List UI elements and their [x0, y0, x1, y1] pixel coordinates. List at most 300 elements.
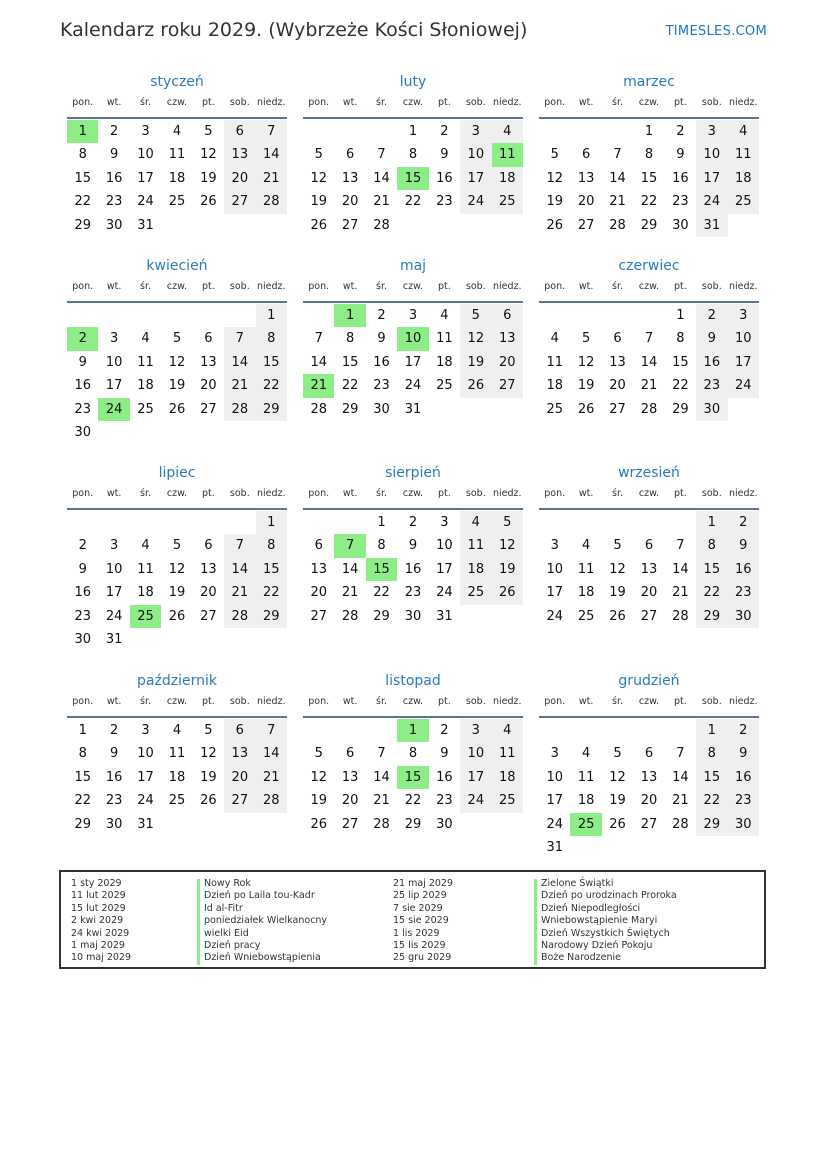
day-cell[interactable]: 14 [373, 170, 390, 186]
day-cell[interactable]: 24 [460, 190, 491, 213]
day-cell[interactable]: 1 [644, 124, 654, 139]
day-cell[interactable]: 28 [256, 789, 287, 812]
day-cell[interactable]: 1 [78, 723, 87, 738]
day-cell[interactable]: 28 [640, 401, 658, 417]
day-cell[interactable]: 17 [728, 351, 759, 374]
day-cell[interactable]: 10 [460, 742, 491, 765]
day-cell[interactable]: 27 [492, 374, 523, 397]
day-cell[interactable]: 18 [168, 769, 186, 785]
day-cell[interactable]: 27 [200, 608, 217, 624]
day-cell[interactable]: 19 [200, 769, 217, 785]
day-cell[interactable]: 11 [436, 331, 453, 347]
day-cell[interactable]: 17 [460, 766, 491, 789]
day-cell[interactable]: 30 [105, 217, 123, 233]
day-cell[interactable]: 14 [672, 561, 689, 577]
day-cell[interactable]: 23 [74, 608, 91, 624]
day-cell[interactable]: 3 [696, 120, 727, 143]
day-cell[interactable]: 17 [436, 561, 453, 577]
day-cell[interactable]: 28 [256, 190, 287, 213]
day-cell[interactable]: 12 [310, 769, 327, 785]
day-cell[interactable]: 24 [460, 789, 491, 812]
day-cell[interactable]: 12 [168, 561, 186, 577]
day-cell[interactable]: 9 [78, 354, 87, 370]
day-cell[interactable]: 24 [546, 608, 563, 624]
day-cell[interactable]: 26 [310, 217, 327, 233]
day-cell[interactable]: 12 [609, 769, 626, 785]
day-cell[interactable]: 17 [696, 167, 727, 190]
day-cell[interactable]: 29 [256, 605, 287, 628]
day-cell[interactable]: 4 [728, 120, 759, 143]
day-cell[interactable]: 5 [492, 511, 523, 534]
day-cell[interactable]: 10 [696, 143, 727, 166]
day-cell[interactable]: 13 [310, 561, 327, 577]
day-cell[interactable]: 9 [676, 147, 685, 163]
day-cell[interactable]: 3 [550, 538, 559, 554]
day-cell[interactable]: 21 [256, 167, 287, 190]
day-cell[interactable]: 30 [728, 813, 759, 836]
day-cell[interactable]: 21 [224, 374, 255, 397]
day-cell[interactable]: 10 [546, 561, 563, 577]
day-cell[interactable]: 20 [640, 585, 658, 601]
day-cell[interactable]: 20 [341, 793, 359, 809]
day-cell[interactable]: 17 [137, 170, 154, 186]
day-cell[interactable]: 12 [200, 147, 217, 163]
day-cell[interactable]: 1 [408, 124, 418, 139]
day-cell[interactable]: 16 [728, 766, 759, 789]
day-cell[interactable]: 7 [613, 147, 622, 163]
day-cell[interactable]: 17 [404, 354, 422, 370]
day-cell[interactable]: 2 [696, 304, 727, 327]
day-cell[interactable]: 6 [492, 304, 523, 327]
day-cell[interactable]: 20 [200, 585, 217, 601]
day-cell[interactable]: 31 [137, 816, 154, 832]
day-cell[interactable]: 24 [137, 194, 154, 210]
day-cell[interactable]: 21 [373, 793, 390, 809]
day-cell[interactable]: 5 [613, 746, 622, 762]
day-cell[interactable]: 28 [224, 398, 255, 421]
day-cell[interactable]: 24 [436, 585, 453, 601]
day-cell[interactable]: 4 [581, 538, 591, 554]
day-cell[interactable]: 28 [373, 816, 390, 832]
day-cell[interactable]: 27 [640, 608, 658, 624]
day-cell[interactable]: 12 [577, 354, 595, 370]
day-cell[interactable]: 13 [640, 769, 658, 785]
day-cell[interactable]: 17 [105, 378, 123, 394]
day-cell[interactable]: 18 [728, 167, 759, 190]
holiday-day-cell[interactable]: 1 [67, 120, 98, 143]
day-cell[interactable]: 2 [440, 124, 449, 139]
day-cell[interactable]: 14 [256, 143, 287, 166]
day-cell[interactable]: 19 [460, 351, 491, 374]
day-cell[interactable]: 6 [314, 538, 323, 554]
day-cell[interactable]: 23 [436, 194, 453, 210]
day-cell[interactable]: 30 [672, 217, 689, 233]
day-cell[interactable]: 19 [546, 194, 563, 210]
day-cell[interactable]: 23 [373, 378, 390, 394]
day-cell[interactable]: 27 [310, 608, 327, 624]
day-cell[interactable]: 7 [377, 147, 386, 163]
day-cell[interactable]: 22 [404, 793, 422, 809]
holiday-day-cell[interactable]: 10 [397, 327, 428, 350]
day-cell[interactable]: 26 [200, 194, 217, 210]
day-cell[interactable]: 17 [460, 167, 491, 190]
day-cell[interactable]: 7 [676, 538, 685, 554]
day-cell[interactable]: 1 [256, 304, 287, 327]
day-cell[interactable]: 12 [168, 354, 186, 370]
holiday-day-cell[interactable]: 2 [67, 327, 98, 350]
day-cell[interactable]: 25 [546, 401, 563, 417]
day-cell[interactable]: 31 [436, 608, 453, 624]
day-cell[interactable]: 11 [577, 769, 595, 785]
day-cell[interactable]: 21 [256, 766, 287, 789]
day-cell[interactable]: 21 [672, 585, 689, 601]
day-cell[interactable]: 12 [492, 534, 523, 557]
day-cell[interactable]: 27 [224, 789, 255, 812]
day-cell[interactable]: 26 [609, 816, 626, 832]
day-cell[interactable]: 26 [168, 608, 186, 624]
day-cell[interactable]: 31 [137, 217, 154, 233]
day-cell[interactable]: 30 [105, 816, 123, 832]
day-cell[interactable]: 21 [341, 585, 359, 601]
day-cell[interactable]: 19 [310, 793, 327, 809]
day-cell[interactable]: 22 [74, 793, 91, 809]
day-cell[interactable]: 31 [546, 839, 563, 855]
day-cell[interactable]: 21 [672, 793, 689, 809]
day-cell[interactable]: 22 [373, 585, 390, 601]
day-cell[interactable]: 17 [137, 769, 154, 785]
day-cell[interactable]: 15 [640, 170, 658, 186]
day-cell[interactable]: 23 [436, 793, 453, 809]
day-cell[interactable]: 18 [137, 378, 154, 394]
day-cell[interactable]: 25 [460, 581, 491, 604]
day-cell[interactable]: 6 [644, 538, 654, 554]
day-cell[interactable]: 3 [408, 308, 418, 323]
day-cell[interactable]: 5 [314, 147, 323, 163]
day-cell[interactable]: 22 [74, 194, 91, 210]
holiday-day-cell[interactable]: 11 [492, 143, 523, 166]
day-cell[interactable]: 29 [404, 816, 422, 832]
day-cell[interactable]: 2 [440, 723, 449, 738]
day-cell[interactable]: 9 [377, 331, 386, 347]
day-cell[interactable]: 18 [546, 378, 563, 394]
day-cell[interactable]: 13 [341, 170, 359, 186]
day-cell[interactable]: 25 [168, 194, 186, 210]
day-cell[interactable]: 27 [341, 217, 359, 233]
day-cell[interactable]: 5 [314, 746, 323, 762]
day-cell[interactable]: 9 [440, 746, 449, 762]
day-cell[interactable]: 8 [256, 534, 287, 557]
day-cell[interactable]: 3 [728, 304, 759, 327]
day-cell[interactable]: 1 [256, 511, 287, 534]
day-cell[interactable]: 27 [609, 401, 626, 417]
day-cell[interactable]: 19 [577, 378, 595, 394]
day-cell[interactable]: 31 [404, 401, 422, 417]
day-cell[interactable]: 1 [696, 719, 727, 742]
day-cell[interactable]: 20 [224, 167, 255, 190]
day-cell[interactable]: 28 [224, 605, 255, 628]
day-cell[interactable]: 26 [609, 608, 626, 624]
day-cell[interactable]: 20 [200, 378, 217, 394]
day-cell[interactable]: 6 [345, 147, 355, 163]
holiday-day-cell[interactable]: 21 [303, 374, 334, 397]
day-cell[interactable]: 18 [168, 170, 186, 186]
day-cell[interactable]: 20 [224, 766, 255, 789]
day-cell[interactable]: 19 [168, 585, 186, 601]
day-cell[interactable]: 10 [137, 746, 154, 762]
day-cell[interactable]: 6 [613, 331, 622, 347]
day-cell[interactable]: 27 [224, 190, 255, 213]
day-cell[interactable]: 20 [640, 793, 658, 809]
day-cell[interactable]: 4 [581, 746, 591, 762]
day-cell[interactable]: 3 [550, 746, 559, 762]
holiday-day-cell[interactable]: 1 [397, 719, 428, 742]
day-cell[interactable]: 2 [676, 124, 685, 139]
day-cell[interactable]: 20 [492, 351, 523, 374]
day-cell[interactable]: 19 [609, 585, 626, 601]
day-cell[interactable]: 10 [546, 769, 563, 785]
holiday-day-cell[interactable]: 25 [570, 813, 601, 836]
day-cell[interactable]: 16 [105, 170, 123, 186]
day-cell[interactable]: 3 [440, 515, 449, 530]
day-cell[interactable]: 25 [436, 378, 453, 394]
day-cell[interactable]: 26 [168, 401, 186, 417]
day-cell[interactable]: 29 [74, 816, 91, 832]
day-cell[interactable]: 27 [577, 217, 595, 233]
day-cell[interactable]: 10 [105, 354, 123, 370]
day-cell[interactable]: 17 [546, 585, 563, 601]
day-cell[interactable]: 12 [310, 170, 327, 186]
day-cell[interactable]: 20 [310, 585, 327, 601]
day-cell[interactable]: 5 [550, 147, 559, 163]
day-cell[interactable]: 21 [224, 581, 255, 604]
day-cell[interactable]: 12 [609, 561, 626, 577]
day-cell[interactable]: 16 [436, 170, 453, 186]
day-cell[interactable]: 8 [676, 331, 685, 347]
day-cell[interactable]: 20 [577, 194, 595, 210]
day-cell[interactable]: 6 [224, 719, 255, 742]
day-cell[interactable]: 9 [109, 746, 119, 762]
day-cell[interactable]: 31 [696, 214, 727, 237]
day-cell[interactable]: 25 [137, 401, 154, 417]
day-cell[interactable]: 29 [696, 813, 727, 836]
day-cell[interactable]: 4 [550, 331, 559, 347]
holiday-day-cell[interactable]: 15 [397, 167, 428, 190]
day-cell[interactable]: 23 [696, 374, 727, 397]
day-cell[interactable]: 13 [640, 561, 658, 577]
day-cell[interactable]: 5 [204, 124, 213, 139]
day-cell[interactable]: 18 [137, 585, 154, 601]
day-cell[interactable]: 15 [74, 769, 91, 785]
day-cell[interactable]: 17 [105, 585, 123, 601]
day-cell[interactable]: 15 [341, 354, 359, 370]
day-cell[interactable]: 25 [577, 608, 595, 624]
day-cell[interactable]: 8 [644, 147, 654, 163]
day-cell[interactable]: 7 [256, 120, 287, 143]
day-cell[interactable]: 24 [105, 608, 123, 624]
day-cell[interactable]: 3 [109, 331, 119, 347]
day-cell[interactable]: 4 [141, 331, 150, 347]
day-cell[interactable]: 23 [404, 585, 422, 601]
day-cell[interactable]: 29 [373, 608, 390, 624]
day-cell[interactable]: 5 [613, 538, 622, 554]
brand-logo[interactable]: TIMESLES.COM [665, 24, 767, 39]
day-cell[interactable]: 25 [492, 789, 523, 812]
day-cell[interactable]: 12 [546, 170, 563, 186]
day-cell[interactable]: 16 [74, 378, 91, 394]
day-cell[interactable]: 26 [577, 401, 595, 417]
day-cell[interactable]: 3 [460, 120, 491, 143]
day-cell[interactable]: 18 [577, 585, 595, 601]
day-cell[interactable]: 4 [172, 124, 182, 139]
day-cell[interactable]: 29 [640, 217, 658, 233]
day-cell[interactable]: 28 [341, 608, 359, 624]
day-cell[interactable]: 23 [728, 789, 759, 812]
day-cell[interactable]: 11 [577, 561, 595, 577]
day-cell[interactable]: 24 [696, 190, 727, 213]
day-cell[interactable]: 3 [460, 719, 491, 742]
day-cell[interactable]: 14 [341, 561, 359, 577]
day-cell[interactable]: 28 [672, 816, 689, 832]
day-cell[interactable]: 4 [492, 719, 523, 742]
day-cell[interactable]: 30 [74, 424, 91, 440]
day-cell[interactable]: 19 [168, 378, 186, 394]
day-cell[interactable]: 14 [373, 769, 390, 785]
day-cell[interactable]: 26 [492, 581, 523, 604]
day-cell[interactable]: 4 [440, 308, 449, 323]
day-cell[interactable]: 14 [672, 769, 689, 785]
day-cell[interactable]: 13 [224, 143, 255, 166]
day-cell[interactable]: 27 [200, 401, 217, 417]
day-cell[interactable]: 2 [728, 511, 759, 534]
day-cell[interactable]: 31 [105, 631, 123, 647]
day-cell[interactable]: 23 [728, 581, 759, 604]
day-cell[interactable]: 10 [436, 538, 453, 554]
day-cell[interactable]: 8 [408, 746, 418, 762]
day-cell[interactable]: 5 [460, 304, 491, 327]
day-cell[interactable]: 29 [341, 401, 359, 417]
day-cell[interactable]: 16 [672, 170, 689, 186]
day-cell[interactable]: 5 [172, 538, 182, 554]
day-cell[interactable]: 21 [640, 378, 658, 394]
day-cell[interactable]: 4 [460, 511, 491, 534]
day-cell[interactable]: 10 [460, 143, 491, 166]
day-cell[interactable]: 11 [546, 354, 563, 370]
day-cell[interactable]: 6 [224, 120, 255, 143]
holiday-day-cell[interactable]: 15 [397, 766, 428, 789]
day-cell[interactable]: 21 [373, 194, 390, 210]
day-cell[interactable]: 14 [256, 742, 287, 765]
day-cell[interactable]: 25 [728, 190, 759, 213]
day-cell[interactable]: 10 [728, 327, 759, 350]
day-cell[interactable]: 19 [609, 793, 626, 809]
day-cell[interactable]: 13 [577, 170, 595, 186]
day-cell[interactable]: 2 [728, 719, 759, 742]
day-cell[interactable]: 6 [204, 538, 213, 554]
day-cell[interactable]: 9 [728, 534, 759, 557]
day-cell[interactable]: 25 [492, 190, 523, 213]
day-cell[interactable]: 14 [310, 354, 327, 370]
day-cell[interactable]: 7 [644, 331, 654, 347]
day-cell[interactable]: 9 [696, 327, 727, 350]
day-cell[interactable]: 24 [546, 816, 563, 832]
day-cell[interactable]: 6 [581, 147, 591, 163]
day-cell[interactable]: 10 [105, 561, 123, 577]
day-cell[interactable]: 22 [696, 789, 727, 812]
day-cell[interactable]: 9 [78, 561, 87, 577]
day-cell[interactable]: 11 [168, 147, 186, 163]
day-cell[interactable]: 7 [256, 719, 287, 742]
day-cell[interactable]: 4 [492, 120, 523, 143]
day-cell[interactable]: 12 [200, 746, 217, 762]
day-cell[interactable]: 7 [224, 327, 255, 350]
day-cell[interactable]: 2 [109, 124, 119, 139]
day-cell[interactable]: 30 [74, 631, 91, 647]
day-cell[interactable]: 1 [377, 515, 386, 530]
day-cell[interactable]: 16 [436, 769, 453, 785]
day-cell[interactable]: 29 [672, 401, 689, 417]
day-cell[interactable]: 11 [137, 561, 154, 577]
day-cell[interactable]: 15 [696, 558, 727, 581]
day-cell[interactable]: 2 [377, 308, 386, 323]
day-cell[interactable]: 25 [168, 793, 186, 809]
day-cell[interactable]: 8 [78, 746, 87, 762]
day-cell[interactable]: 19 [200, 170, 217, 186]
day-cell[interactable]: 28 [310, 401, 327, 417]
day-cell[interactable]: 11 [168, 746, 186, 762]
day-cell[interactable]: 28 [672, 608, 689, 624]
day-cell[interactable]: 15 [696, 766, 727, 789]
day-cell[interactable]: 23 [74, 401, 91, 417]
day-cell[interactable]: 30 [728, 605, 759, 628]
day-cell[interactable]: 26 [310, 816, 327, 832]
day-cell[interactable]: 12 [460, 327, 491, 350]
day-cell[interactable]: 10 [137, 147, 154, 163]
day-cell[interactable]: 6 [345, 746, 355, 762]
day-cell[interactable]: 24 [137, 793, 154, 809]
day-cell[interactable]: 9 [728, 742, 759, 765]
day-cell[interactable]: 5 [581, 331, 591, 347]
day-cell[interactable]: 22 [404, 194, 422, 210]
day-cell[interactable]: 19 [310, 194, 327, 210]
day-cell[interactable]: 21 [609, 194, 626, 210]
day-cell[interactable]: 2 [109, 723, 119, 738]
day-cell[interactable]: 14 [224, 351, 255, 374]
day-cell[interactable]: 14 [640, 354, 658, 370]
day-cell[interactable]: 16 [696, 351, 727, 374]
day-cell[interactable]: 14 [609, 170, 626, 186]
day-cell[interactable]: 29 [74, 217, 91, 233]
day-cell[interactable]: 18 [436, 354, 453, 370]
day-cell[interactable]: 16 [373, 354, 390, 370]
day-cell[interactable]: 11 [728, 143, 759, 166]
day-cell[interactable]: 8 [408, 147, 418, 163]
day-cell[interactable]: 14 [224, 558, 255, 581]
day-cell[interactable]: 8 [377, 538, 386, 554]
day-cell[interactable]: 13 [224, 742, 255, 765]
day-cell[interactable]: 20 [341, 194, 359, 210]
day-cell[interactable]: 23 [105, 793, 123, 809]
day-cell[interactable]: 20 [609, 378, 626, 394]
holiday-day-cell[interactable]: 24 [98, 398, 129, 421]
day-cell[interactable]: 11 [492, 742, 523, 765]
day-cell[interactable]: 6 [644, 746, 654, 762]
day-cell[interactable]: 16 [105, 769, 123, 785]
day-cell[interactable]: 8 [696, 534, 727, 557]
holiday-day-cell[interactable]: 15 [366, 558, 397, 581]
day-cell[interactable]: 28 [373, 217, 390, 233]
day-cell[interactable]: 23 [672, 194, 689, 210]
day-cell[interactable]: 30 [373, 401, 390, 417]
